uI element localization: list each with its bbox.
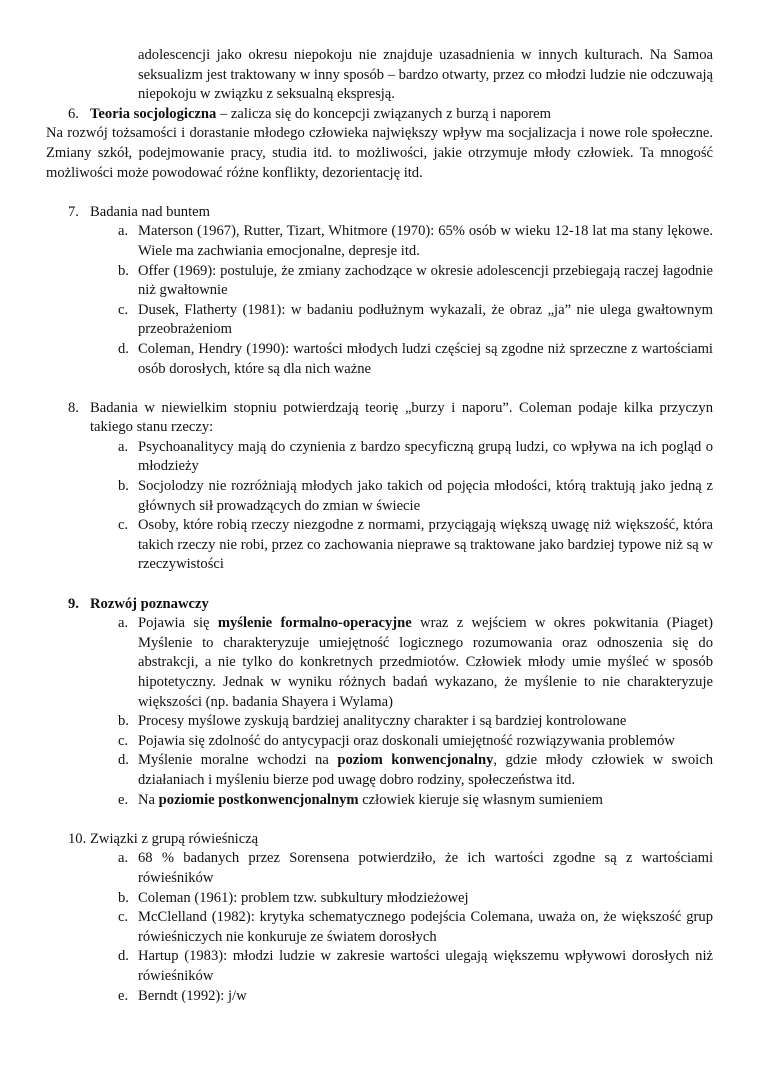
text-run: 68 % badanych przez Sorensena potwierdziło, że ich wartości zgodne są z wartościami rówieśników (138, 850, 713, 886)
bold-text: Teoria socjologiczna (90, 105, 217, 122)
list-item-letter: e. (118, 987, 129, 1004)
section-number: 8. (68, 399, 79, 416)
list-item (46, 791, 713, 811)
list-item (46, 751, 713, 790)
text-run: Osoby, które robią rzeczy niezgodne z normami, przyciągają większą uwagę niż większość, która takich rzeczy nie robi, przez co zachowania nieprawe są traktowane jako bardziej typowe niż są w rzeczywistości (138, 517, 713, 573)
list-item-letter: b. (118, 262, 129, 279)
list-item (46, 849, 713, 888)
list-item (46, 614, 713, 712)
list-item (46, 438, 713, 477)
section-number: 9. (68, 595, 79, 612)
section-number: 7. (68, 203, 79, 220)
section-number: 10. (68, 830, 87, 847)
list-item-letter: d. (118, 948, 129, 965)
text-run: , gdzie młody człowiek w swoich działaniach i myśleniu bierze pod uwagę dobro rodziny, społeczeństwa itd. (138, 752, 713, 788)
text-run: McClelland (1982): krytyka schematycznego podejścia Colemana, uważa on, że większość grup rówieśniczych nie konkuruje ze światem dorosłych (138, 909, 713, 945)
sections-list (46, 105, 713, 1006)
section-number: 6. (68, 105, 79, 122)
list-item-letter: c. (118, 517, 129, 534)
text-run: Offer (1969): postuluje, że zmiany zachodzące w okresie adolescencji przebiegają raczej łagodnie niż gwałtownie (138, 262, 713, 299)
text-run: Hartup (1983): młodzi ludzie w zakresie wartości ulegają większemu wpływowi dorosłych niż rówieśników (138, 948, 713, 984)
text-run: Berndt (1992): j/w (138, 987, 247, 1004)
list-item-letter: b. (118, 713, 129, 730)
list-item-letter: a. (118, 850, 129, 867)
section-heading (46, 830, 713, 850)
section-paragraph: Na rozwój tożsamości i dorastanie młodego człowieka największy wpływ ma socjalizacja i nowe role społeczne. Zmiany szkół, podejmowanie pracy, studia itd. to możliwości, jakie otrzymuje młody człowiek. Ta mnogość możliwości może powodować różne konflikty, dezorientację itd. (46, 125, 713, 181)
text-run: Psychoanalitycy mają do czynienia z bardzo specyficzną grupą ludzi, co wpływa na ich pogląd o młodzieży (138, 438, 713, 475)
text-run: Procesy myślowe zyskują bardziej analityczny charakter i są bardziej kontrolowane (138, 713, 627, 730)
bold-text: poziomie postkonwencjonalnym (158, 791, 359, 808)
text-run: Materson (1967), Rutter, Tizart, Whitmore (1970): 65% osób w wieku 12-18 lat ma stany lękowe. Wiele ma zachwiania emocjonalne, depresje itd. (138, 223, 713, 259)
list-item-letter: d. (118, 752, 129, 769)
list-item (46, 516, 713, 575)
list-item-letter: c. (118, 732, 129, 749)
text-run: Myślenie moralne wchodzi na (138, 752, 338, 769)
list-item (46, 222, 713, 261)
bold-text: Rozwój poznawczy (90, 595, 209, 612)
text-run: Dusek, Flatherty (1981): w badaniu podłużnym wykazali, że obraz „ja” nie ulega gwałtownym przeobrażeniom (138, 301, 713, 338)
text-run: Pojawia się (138, 615, 218, 632)
text-run: wraz z wejściem w okres pokwitania (Piaget) Myślenie to charakteryzuje umiejętność logicznego rozumowania oraz odnoszenia się do abstrakcji, a nie tylko do konkretnych przedmiotów. Człowiek młody umie myśleć w sposób hipotetyczny. Jednak w wyniku różnych badań wykazano, że myślenie to nie charakteryzuje większości (np. badania Shayera i Wylama) (138, 615, 713, 710)
text-run: Socjolodzy nie rozróżniają młodych jako takich od pojęcia młodości, którą traktują jako jedną z głównych sił prowadzących do zmian w świecie (138, 478, 713, 514)
list-item-letter: a. (118, 223, 129, 240)
list-item-letter: c. (118, 301, 129, 318)
section-heading (46, 399, 713, 438)
bold-text: poziom konwencjonalny (337, 752, 494, 769)
text-run: człowiek kieruje się własnym sumieniem (358, 791, 603, 808)
list-item (46, 477, 713, 516)
list-item-letter: d. (118, 340, 129, 357)
list-item-letter: a. (118, 438, 129, 455)
list-item (46, 987, 713, 1007)
list-item (46, 301, 713, 340)
section-heading (46, 595, 713, 615)
list-item (46, 340, 713, 379)
list-item-letter: c. (118, 909, 129, 926)
section-heading (46, 203, 713, 223)
text-run: Na (138, 791, 159, 808)
list-item-letter: b. (118, 478, 129, 495)
list-item-letter: a. (118, 615, 129, 632)
text-run: Coleman (1961): problem tzw. subkultury młodzieżowej (138, 889, 469, 906)
bold-text: myślenie formalno-operacyjne (217, 615, 412, 632)
section-heading (46, 105, 713, 125)
list-item (46, 712, 713, 732)
list-item-letter: b. (118, 889, 129, 906)
list-item (46, 732, 713, 752)
text-run: – zalicza się do koncepcji związanych z burzą i naporem (216, 105, 552, 122)
list-item (46, 908, 713, 947)
list-item (46, 947, 713, 986)
list-item-letter: e. (118, 791, 129, 808)
text-run: Pojawia się zdolność do antycypacji oraz doskonali umiejętność rozwiązywania problemów (138, 732, 675, 749)
text-run: Badania nad buntem (90, 203, 210, 220)
continuation-paragraph: adolescencji jako okresu niepokoju nie znajduje uzasadnienia w innych kulturach. Na Samoa seksualizm jest traktowany w inny sposób – bardzo otwarty, przez co młodzi ludzie nie odczuwają niepokoju w związku z seksualną ekspresją. (138, 47, 713, 103)
text-run: Związki z grupą rówieśniczą (90, 830, 259, 847)
text-run: Badania w niewielkim stopniu potwierdzają teorię „burzy i naporu”. Coleman podaje kilka przyczyn takiego stanu rzeczy: (90, 399, 713, 436)
list-item (46, 262, 713, 301)
text-run: Coleman, Hendry (1990): wartości młodych ludzi częściej są zgodne niż sprzeczne z wartościami osób dorosłych, które są dla nich ważne (138, 340, 713, 377)
list-item (46, 889, 713, 909)
